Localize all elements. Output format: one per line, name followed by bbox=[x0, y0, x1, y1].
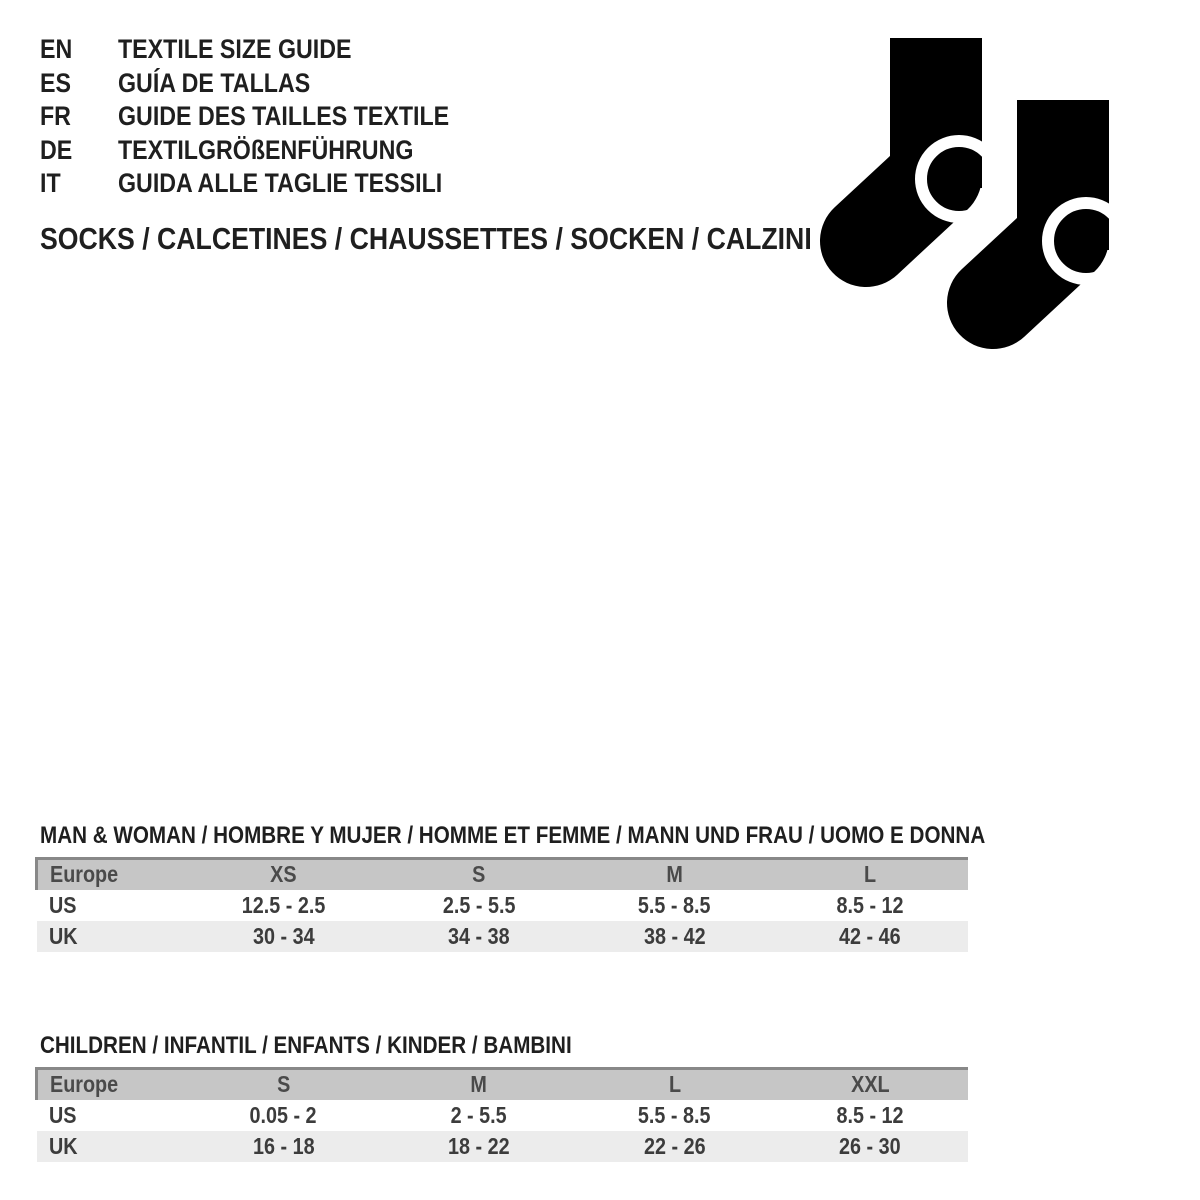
size-value: 0.05 - 2 bbox=[249, 1101, 317, 1128]
language-guide-title: GUÍA DE TALLAS bbox=[118, 67, 311, 98]
language-guide-title: TEXTILE SIZE GUIDE bbox=[118, 34, 352, 65]
language-guide-title: GUIDA ALLE TAGLIE TESSILI bbox=[118, 168, 443, 199]
table-header-row bbox=[37, 859, 969, 890]
size-value: 42 - 46 bbox=[839, 922, 901, 949]
category-heading: SOCKS / CALCETINES / CHAUSSETTES / SOCKEN / CALZINI bbox=[40, 221, 812, 256]
language-row-en bbox=[40, 33, 503, 67]
table-title-children: CHILDREN / INFANTIL / ENFANTS / KINDER / BAMBINI bbox=[40, 1032, 572, 1059]
table-row-us bbox=[37, 1100, 969, 1131]
size-table-man-woman bbox=[35, 857, 968, 952]
row-label: US bbox=[48, 1101, 76, 1128]
size-value: 38 - 42 bbox=[643, 922, 706, 949]
column-header-size: XXL bbox=[772, 1069, 968, 1100]
size-table-section-man-woman bbox=[35, 822, 986, 952]
language-row-fr bbox=[40, 100, 503, 134]
size-value: 22 - 26 bbox=[643, 1132, 706, 1159]
language-row-es bbox=[40, 67, 503, 101]
sock-right-icon bbox=[993, 91, 1124, 303]
language-guide-title: TEXTILGRÖßENFÜHRUNG bbox=[118, 134, 414, 165]
size-value: 5.5 - 8.5 bbox=[638, 1101, 711, 1128]
language-row-it bbox=[40, 167, 503, 201]
language-code: DE bbox=[40, 134, 73, 165]
language-list bbox=[40, 33, 503, 201]
column-header-size: M bbox=[381, 1069, 577, 1100]
language-code: ES bbox=[40, 67, 71, 98]
sock-left-icon bbox=[866, 38, 997, 241]
size-value: 34 - 38 bbox=[448, 922, 510, 949]
row-label: UK bbox=[48, 1132, 78, 1159]
table-row-uk bbox=[37, 921, 969, 952]
size-value: 5.5 - 8.5 bbox=[638, 891, 711, 918]
size-table-children bbox=[35, 1067, 968, 1162]
column-header-size: M bbox=[577, 859, 773, 890]
language-guide-title: GUIDE DES TAILLES TEXTILE bbox=[118, 101, 450, 132]
column-header-size: XS bbox=[186, 859, 382, 890]
size-value: 18 - 22 bbox=[448, 1132, 510, 1159]
size-value: 2.5 - 5.5 bbox=[442, 891, 516, 918]
table-row-us bbox=[37, 890, 969, 921]
table-header-row bbox=[37, 1069, 969, 1100]
size-value: 26 - 30 bbox=[839, 1132, 901, 1159]
socks-icon bbox=[818, 25, 1148, 355]
table-title-man-woman: MAN & WOMAN / HOMBRE Y MUJER / HOMME ET FEMME / MANN UND FRAU / UOMO E DONNA bbox=[40, 822, 986, 849]
size-value: 8.5 - 12 bbox=[836, 891, 904, 918]
language-row-de bbox=[40, 134, 503, 168]
column-header-size: L bbox=[577, 1069, 773, 1100]
row-label: US bbox=[48, 891, 76, 918]
size-value: 16 - 18 bbox=[252, 1132, 315, 1159]
size-value: 30 - 34 bbox=[252, 922, 315, 949]
column-header-size: L bbox=[772, 859, 968, 890]
size-value: 12.5 - 2.5 bbox=[241, 891, 326, 918]
size-value: 8.5 - 12 bbox=[836, 1101, 904, 1128]
size-table-section-children bbox=[35, 1032, 968, 1162]
row-label: UK bbox=[48, 922, 78, 949]
column-header-size: S bbox=[186, 1069, 382, 1100]
column-header-region: Europe bbox=[37, 1069, 186, 1100]
column-header-size: S bbox=[381, 859, 577, 890]
language-code: IT bbox=[40, 168, 61, 199]
language-code: FR bbox=[40, 101, 71, 132]
table-row-uk bbox=[37, 1131, 969, 1162]
column-header-region: Europe bbox=[37, 859, 186, 890]
size-value: 2 - 5.5 bbox=[450, 1101, 507, 1128]
language-code: EN bbox=[40, 34, 73, 65]
